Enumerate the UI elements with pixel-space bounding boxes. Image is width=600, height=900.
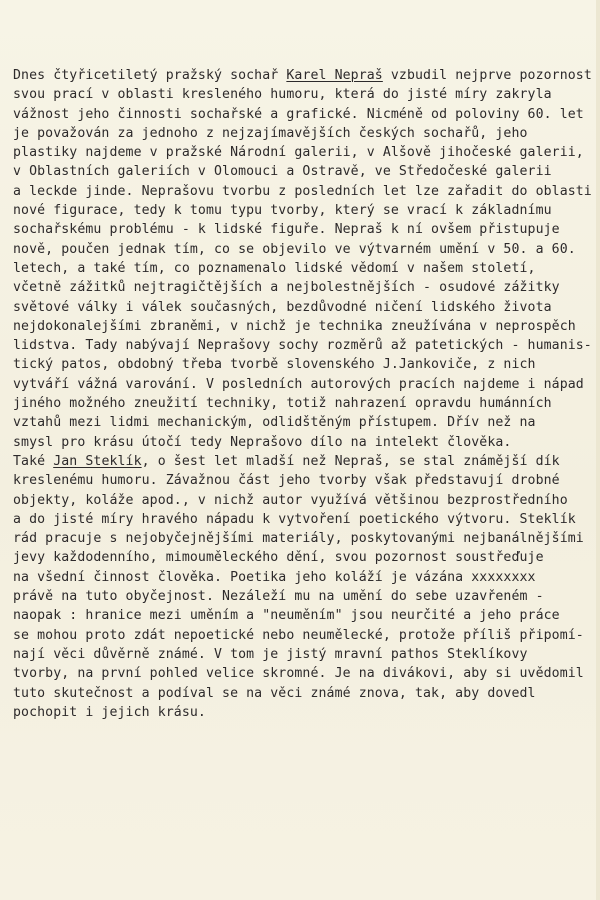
text-line-24: a do jisté míry hravého nápadu k vytvoření poetického výtvoru. Steklík — [13, 511, 576, 527]
text-line-13: světové války i válek současných, bezdůvodné ničení lidského života — [13, 299, 552, 315]
text-line-3: vážnost jeho činnosti sochařské a grafické. Nicméně od poloviny 60. let — [13, 106, 584, 122]
text-line-30: se mohou proto zdát nepoetické nebo neumělecké, protože příliš připomí- — [13, 627, 584, 643]
text-line-34: pochopit i jejich krásu. — [13, 704, 206, 720]
text-line-9: sochařskému problému - k lidské figuře. Nepraš k ní ovšem přistupuje — [13, 222, 560, 238]
text-line-8: nové figurace, tedy k tomu typu tvorby, který se vrací k základnímu — [13, 203, 552, 219]
text-line-26: jevy každodenního, mimouměleckého dění, svou pozornost soustřeďuje — [13, 550, 544, 566]
text-line-31: nají věci důvěrně známé. V tom je jistý mravní pathos Steklíkovy — [13, 646, 528, 662]
text-line-11: letech, a také tím, co poznamenalo lidské vědomí v našem století, — [13, 260, 536, 276]
text-line-5: plastiky najdeme v pražské Národní galerii, v Alšově jihočeské galerii, — [13, 145, 584, 161]
text-line-25: rád pracuje s nejobyčejnějšími materiály, poskytovanými nejbanálnějšími — [13, 531, 584, 547]
text-line-18: jiného možného zneužití techniky, totiž nahrazení opravdu humánních — [13, 396, 552, 412]
text-line-1: Dnes čtyřicetiletý pražský sochař Karel Nepraš vzbudil nejprve pozornost — [13, 68, 592, 83]
text-line-20: smysl pro krásu útočí tedy Neprašovo dílo na intelekt člověka. — [13, 434, 512, 450]
text-line-15: lidstva. Tady nabývají Neprašovy sochy rozměrů až patetických - humanis- — [13, 338, 592, 354]
text-line-14: nejdokonalejšími zbraněmi, v nichž je technika zneužívána v neprospěch — [13, 318, 576, 334]
text-line-6: v Oblastních galeriích v Olomouci a Ostravě, ve Středočeské galerii — [13, 164, 552, 180]
text-line-28: právě na tuto obyčejnost. Nezáleží mu na umění do sebe uzavřeném - — [13, 589, 544, 605]
typewritten-text — [13, 66, 600, 722]
text-line-33: tuto skutečnost a podíval se na věci známé znova, tak, aby dovedl — [13, 685, 536, 701]
underlined-name-steklik: Jan Steklík — [53, 453, 142, 469]
text-line-21: Také Jan Steklík, o šest let mladší než Nepraš, se stal známější dík — [13, 453, 560, 469]
text-line-12: včetně zážitků nejtragičtějších a nejbolestnějších - osudové zážitky — [13, 280, 560, 296]
text-line-29: naopak : hranice mezi uměním a "neuměním" jsou neurčité a jeho práce — [13, 608, 560, 624]
text-line-19: vztahů mezi lidmi mechanickým, odlidštěným přístupem. Dřív než na — [13, 415, 536, 431]
text-line-7: a leckde jinde. Neprašovu tvorbu z posledních let lze zařadit do oblasti — [13, 183, 592, 199]
text-line-4: je považován za jednoho z nejzajímavějších českých sochařů, jeho — [13, 125, 528, 141]
text-line-17: vytváří vážná varování. V posledních autorových pracích najdeme i nápad — [13, 376, 584, 392]
underlined-name-nepras: Karel Nepraš — [286, 68, 383, 83]
text-line-27: na všední činnost člověka. Poetika jeho koláží je vázána xxxxxxxx — [13, 569, 536, 585]
text-line-23: objekty, koláže apod., v nichž autor využívá většinou bezprostředního — [13, 492, 568, 508]
text-line-32: tvorby, na první pohled velice skromné. Je na divákovi, aby si uvědomil — [13, 666, 584, 682]
text-line-2: svou prací v oblasti kresleného humoru, která do jisté míry zakryla — [13, 87, 552, 103]
text-line-10: nově, poučen jednak tím, co se objevilo ve výtvarném umění v 50. a 60. — [13, 241, 576, 257]
text-line-22: kreslenému humoru. Závažnou část jeho tvorby však představují drobné — [13, 473, 560, 489]
text-line-16: tický patos, obdobný třeba tvorbě slovenského J.Jankoviče, z nich — [13, 357, 536, 373]
